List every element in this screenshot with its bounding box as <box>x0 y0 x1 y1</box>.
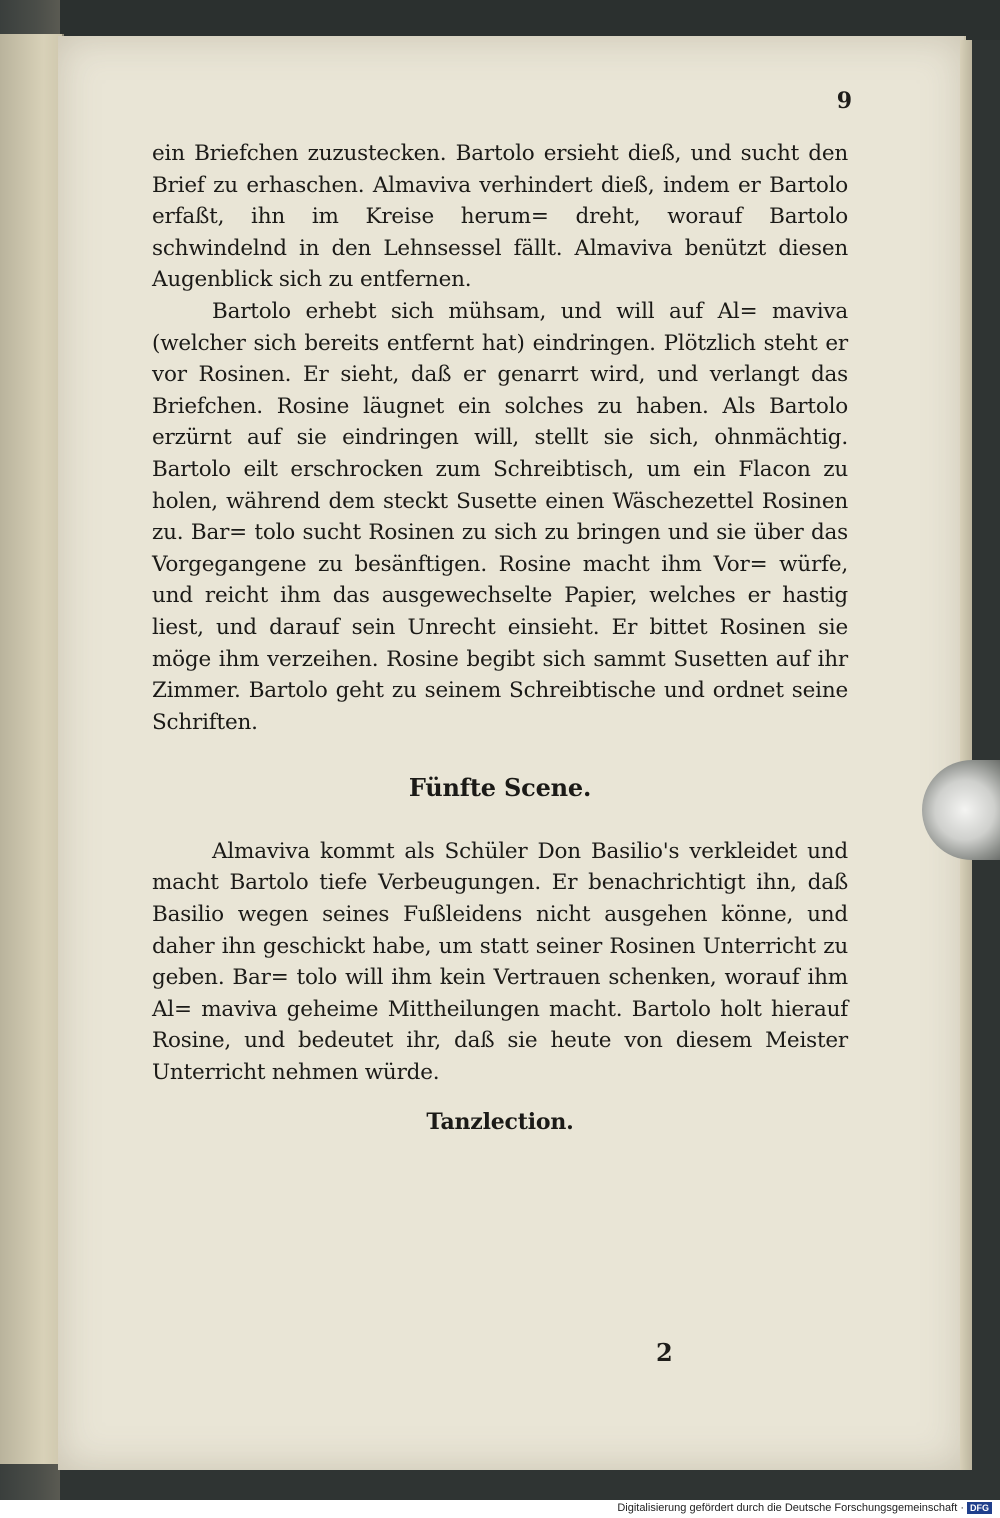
signature-mark: 2 <box>656 1338 673 1367</box>
page-stack-edge <box>960 40 972 1470</box>
page-text <box>152 138 848 1138</box>
paragraph-3: Almaviva kommt als Schüler Don Basilio's verkleidet und macht Bartolo tiefe Verbeugungen. Er benachrichtigt ihn, daß Basilio wegen seines Fußleidens nicht ausgehen könne, und daher ihn geschickt habe, um statt seiner Rosinen Unterricht zu geben. Bar= tolo will ihm kein Vertrauen schenken, worauf ihm Al= maviva geheime Mittheilungen macht. Bartolo holt hierauf Rosine, und bedeutet ihr, daß sie heute von diesem Meister Unterricht nehmen würde. <box>152 838 848 1086</box>
footer-credit-text: Digitalisierung gefördert durch die Deutsche Forschungsgemeinschaft · <box>617 1502 964 1514</box>
sub-heading: Tanzlection. <box>426 1108 574 1135</box>
scene-heading: Fünfte Scene. <box>408 773 592 803</box>
paragraph-2: Bartolo erhebt sich mühsam, und will auf Al= maviva (welcher sich bereits entfernt hat) eindringen. Plötzlich steht er vor Rosinen. Er sieht, daß er genarrt wird, und verlangt das Briefchen. Rosine läugnet ein solches zu haben. Als Bartolo erzürnt auf sie eindringen will, stellt sie sich, ohnmächtig. Bartolo eilt erschrocken zum Schreibtisch, um ein Flacon zu holen, während dem steckt Susette einen Wäschezettel Rosinen zu. Bar= tolo sucht Rosinen zu sich zu bringen und sie über das Vorgegangene zu besänftigen. Rosine macht ihm Vor= würfe, und reicht ihm das ausgewechselte Papier, welches er hastig liest, und darauf sein Unrecht einsieht. Er bittet Rosinen sie möge ihm verzeihen. Rosine begibt sich sammt Susetten auf ihr Zimmer. Bartolo geht zu seinem Schreibtische und ordnet seine Schriften. <box>152 298 848 735</box>
facing-page-edge <box>0 34 64 1464</box>
dfg-logo-icon: DFG <box>967 1502 992 1514</box>
paragraph-1: ein Briefchen zuzustecken. Bartolo ersieht dieß, und sucht den Brief zu erhaschen. Almaviva verhindert dieß, indem er Bartolo erfaßt, ihn im Kreise herum= dreht, worauf Bartolo schwindelnd in den Lehnsessel fällt. Almaviva benützt diesen Augenblick sich zu entfernen. <box>152 141 848 293</box>
footer-credit <box>617 1502 992 1514</box>
page-number: 9 <box>836 88 852 114</box>
scan-background-top <box>0 0 1000 40</box>
